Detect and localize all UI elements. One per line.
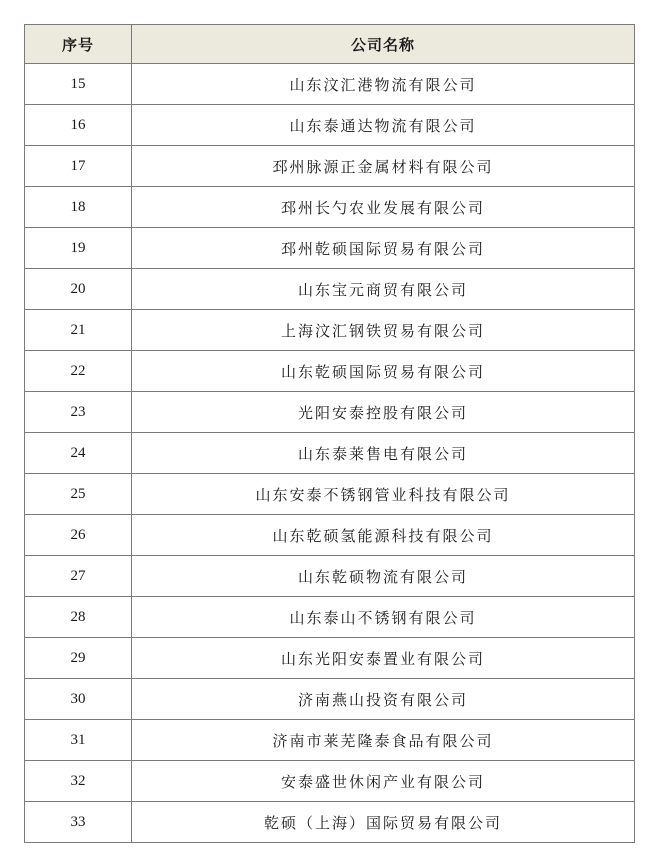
company-name-cell: 上海汶汇钢铁贸易有限公司 (132, 310, 635, 351)
company-name-cell: 邳州长勺农业发展有限公司 (132, 187, 635, 228)
serial-number-cell: 33 (25, 802, 132, 843)
table-body (25, 64, 635, 843)
company-name-cell: 乾硕（上海）国际贸易有限公司 (132, 802, 635, 843)
serial-number-cell: 30 (25, 679, 132, 720)
company-name-cell: 山东泰莱售电有限公司 (132, 433, 635, 474)
table-row (25, 433, 635, 474)
company-name-cell: 安泰盛世休闲产业有限公司 (132, 761, 635, 802)
serial-number-cell: 28 (25, 597, 132, 638)
table-row (25, 474, 635, 515)
company-table (24, 24, 635, 843)
serial-number-cell: 16 (25, 105, 132, 146)
table-row (25, 146, 635, 187)
table-row (25, 720, 635, 761)
serial-number-cell: 22 (25, 351, 132, 392)
table-row (25, 556, 635, 597)
serial-number-cell: 26 (25, 515, 132, 556)
serial-number-cell: 31 (25, 720, 132, 761)
company-name-cell: 邳州乾硕国际贸易有限公司 (132, 228, 635, 269)
company-name-cell: 济南市莱芜隆泰食品有限公司 (132, 720, 635, 761)
company-name-cell: 山东汶汇港物流有限公司 (132, 64, 635, 105)
table-row (25, 638, 635, 679)
table-header-row (25, 25, 635, 64)
serial-number-cell: 19 (25, 228, 132, 269)
serial-number-cell: 32 (25, 761, 132, 802)
company-name-cell: 邳州脉源正金属材料有限公司 (132, 146, 635, 187)
serial-number-cell: 15 (25, 64, 132, 105)
table-row (25, 761, 635, 802)
serial-number-cell: 18 (25, 187, 132, 228)
table-row (25, 802, 635, 843)
company-name-cell: 光阳安泰控股有限公司 (132, 392, 635, 433)
serial-number-cell: 20 (25, 269, 132, 310)
company-name-cell: 济南燕山投资有限公司 (132, 679, 635, 720)
table-row (25, 228, 635, 269)
table-row (25, 351, 635, 392)
table-row (25, 310, 635, 351)
table-row (25, 269, 635, 310)
serial-number-cell: 23 (25, 392, 132, 433)
company-name-cell: 山东安泰不锈钢管业科技有限公司 (132, 474, 635, 515)
table-row (25, 105, 635, 146)
serial-number-cell: 25 (25, 474, 132, 515)
serial-number-cell: 21 (25, 310, 132, 351)
company-name-cell: 山东乾硕氢能源科技有限公司 (132, 515, 635, 556)
company-name-cell: 山东泰通达物流有限公司 (132, 105, 635, 146)
serial-number-cell: 17 (25, 146, 132, 187)
header-serial-number: 序号 (25, 25, 132, 64)
serial-number-cell: 29 (25, 638, 132, 679)
table-row (25, 515, 635, 556)
company-name-cell: 山东宝元商贸有限公司 (132, 269, 635, 310)
table-row (25, 64, 635, 105)
header-company-name: 公司名称 (132, 25, 635, 64)
company-name-cell: 山东光阳安泰置业有限公司 (132, 638, 635, 679)
serial-number-cell: 27 (25, 556, 132, 597)
company-name-cell: 山东泰山不锈钢有限公司 (132, 597, 635, 638)
company-name-cell: 山东乾硕物流有限公司 (132, 556, 635, 597)
serial-number-cell: 24 (25, 433, 132, 474)
company-name-cell: 山东乾硕国际贸易有限公司 (132, 351, 635, 392)
table-row (25, 187, 635, 228)
table-row (25, 392, 635, 433)
table-row (25, 679, 635, 720)
table-row (25, 597, 635, 638)
